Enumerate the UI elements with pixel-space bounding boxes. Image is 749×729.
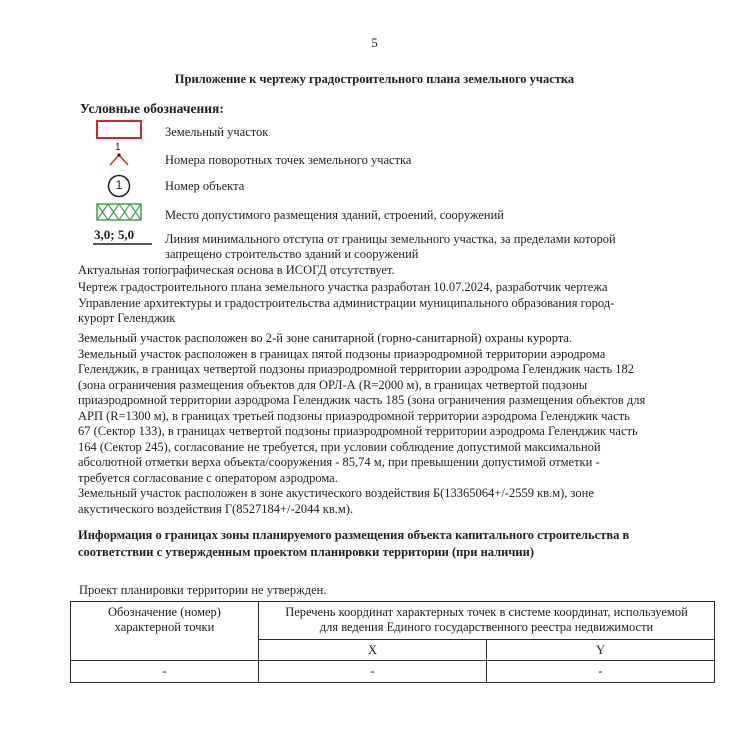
object-number: 1 [115, 178, 123, 192]
zones-line: АРП (R=1300 м), в границах третьей подзоны приаэродромной территории аэродрома Геленджик часть [78, 408, 630, 423]
topo-text: Актуальная топографическая основа в ИСОГД отсутствует. [78, 263, 395, 277]
zones-line: Земельный участок расположен в зоне акустического воздействия Б(13365064+/-2559 кв.м), зоне [78, 486, 594, 500]
legend-label-placement-area: Место допустимого размещения зданий, строений, сооружений [165, 208, 505, 222]
zones-paragraph [78, 331, 678, 517]
legend-label-object-number: Номер объекта [165, 179, 245, 193]
drawing-line: Управление архитектуры и градостроительства администрации муниципального образования город- [78, 295, 615, 310]
table-row [71, 661, 715, 683]
zones-line: абсолютной отметки верха объекта/сооружения - 85,74 м, при превышении допустимой отметки - [78, 455, 600, 469]
topo-paragraph [78, 263, 678, 279]
turning-point-marker-icon [108, 152, 130, 166]
info-heading-line: соответствии с утвержденным проектом планировки территории (при наличии) [78, 545, 534, 559]
zones-line: приаэродромной территории аэродрома Геленджик часть 185 (зона ограничения размещения объектов для [78, 393, 646, 407]
col-header-coordinates [259, 602, 715, 640]
zones-line: Земельный участок расположен во 2-й зоне санитарной (горно-санитарной) охраны курорта. [78, 331, 573, 345]
legend-label-parcel: Земельный участок [165, 125, 269, 139]
info-heading [78, 527, 629, 561]
red-rectangle-icon [96, 120, 142, 140]
cell-point-id: - [71, 661, 259, 683]
setback-label-line: запрещено строительство зданий и сооружений [165, 247, 419, 261]
cell-y: - [487, 661, 715, 683]
zones-line: требуется согласование с оператором аэродрома. [78, 470, 338, 485]
page-number: 5 [371, 35, 378, 50]
zones-line: Геленджик, в границах четвертой подзоны приаэродромной территории аэродрома Геленджик часть 182 [78, 362, 635, 376]
col-header-x: X [259, 640, 487, 661]
setback-label-line: Линия минимального отступа от границы земельного участка, за пределами которой [165, 232, 616, 246]
legend-title: Условные обозначения: [80, 101, 224, 116]
col-header-line: Перечень координат характерных точек в системе координат, используемой [285, 605, 688, 619]
col-header-line: характерной точки [114, 620, 215, 634]
green-crosshatch-icon [96, 203, 142, 221]
document-heading: Приложение к чертежу градостроительного плана земельного участка [174, 72, 575, 86]
cell-x: - [259, 661, 487, 683]
legend-label-turning-points: Номера поворотных точек земельного участка [165, 153, 412, 167]
zones-line: (зона ограничения размещения объектов для ОРЛ-А (R=2000 м), в границах четвертой подзоны [78, 377, 588, 392]
setback-value: 3,0; 5,0 [94, 227, 135, 242]
col-header-point-id [71, 602, 259, 661]
zones-line: 67 (Сектор 133), в границах четвертой подзоны приаэродромной территории аэродрома Геленджик часть [78, 424, 638, 438]
zones-line: 164 (Сектор 245), согласование не требуется, при условии соблюдение допустимой максимальной [78, 439, 601, 454]
zones-line: акустического воздействия Г(8527184+/-2044 кв.м). [78, 501, 354, 516]
coordinates-table [70, 601, 715, 683]
zones-line: Земельный участок расположен в границах пятой подзоны приаэродромной территории аэродрома [78, 346, 606, 361]
col-header-line: Обозначение (номер) [108, 605, 221, 619]
col-header-line: для ведения Единого государственного реестра недвижимости [319, 620, 654, 634]
drawing-paragraph [78, 280, 678, 327]
info-heading-line: Информация о границах зоны планируемого размещения объекта капитального строительства в [78, 528, 630, 542]
turning-point-number: 1 [115, 142, 121, 153]
plan-status: Проект планировки территории не утвержден. [79, 583, 327, 597]
drawing-line: Чертеж градостроительного плана земельного участка разработан 10.07.2024, разработчик чертежа [78, 280, 608, 294]
drawing-line: курорт Геленджик [78, 311, 176, 325]
legend-label-setback [165, 232, 725, 262]
col-header-y: Y [487, 640, 715, 661]
setback-line-icon [92, 242, 154, 248]
